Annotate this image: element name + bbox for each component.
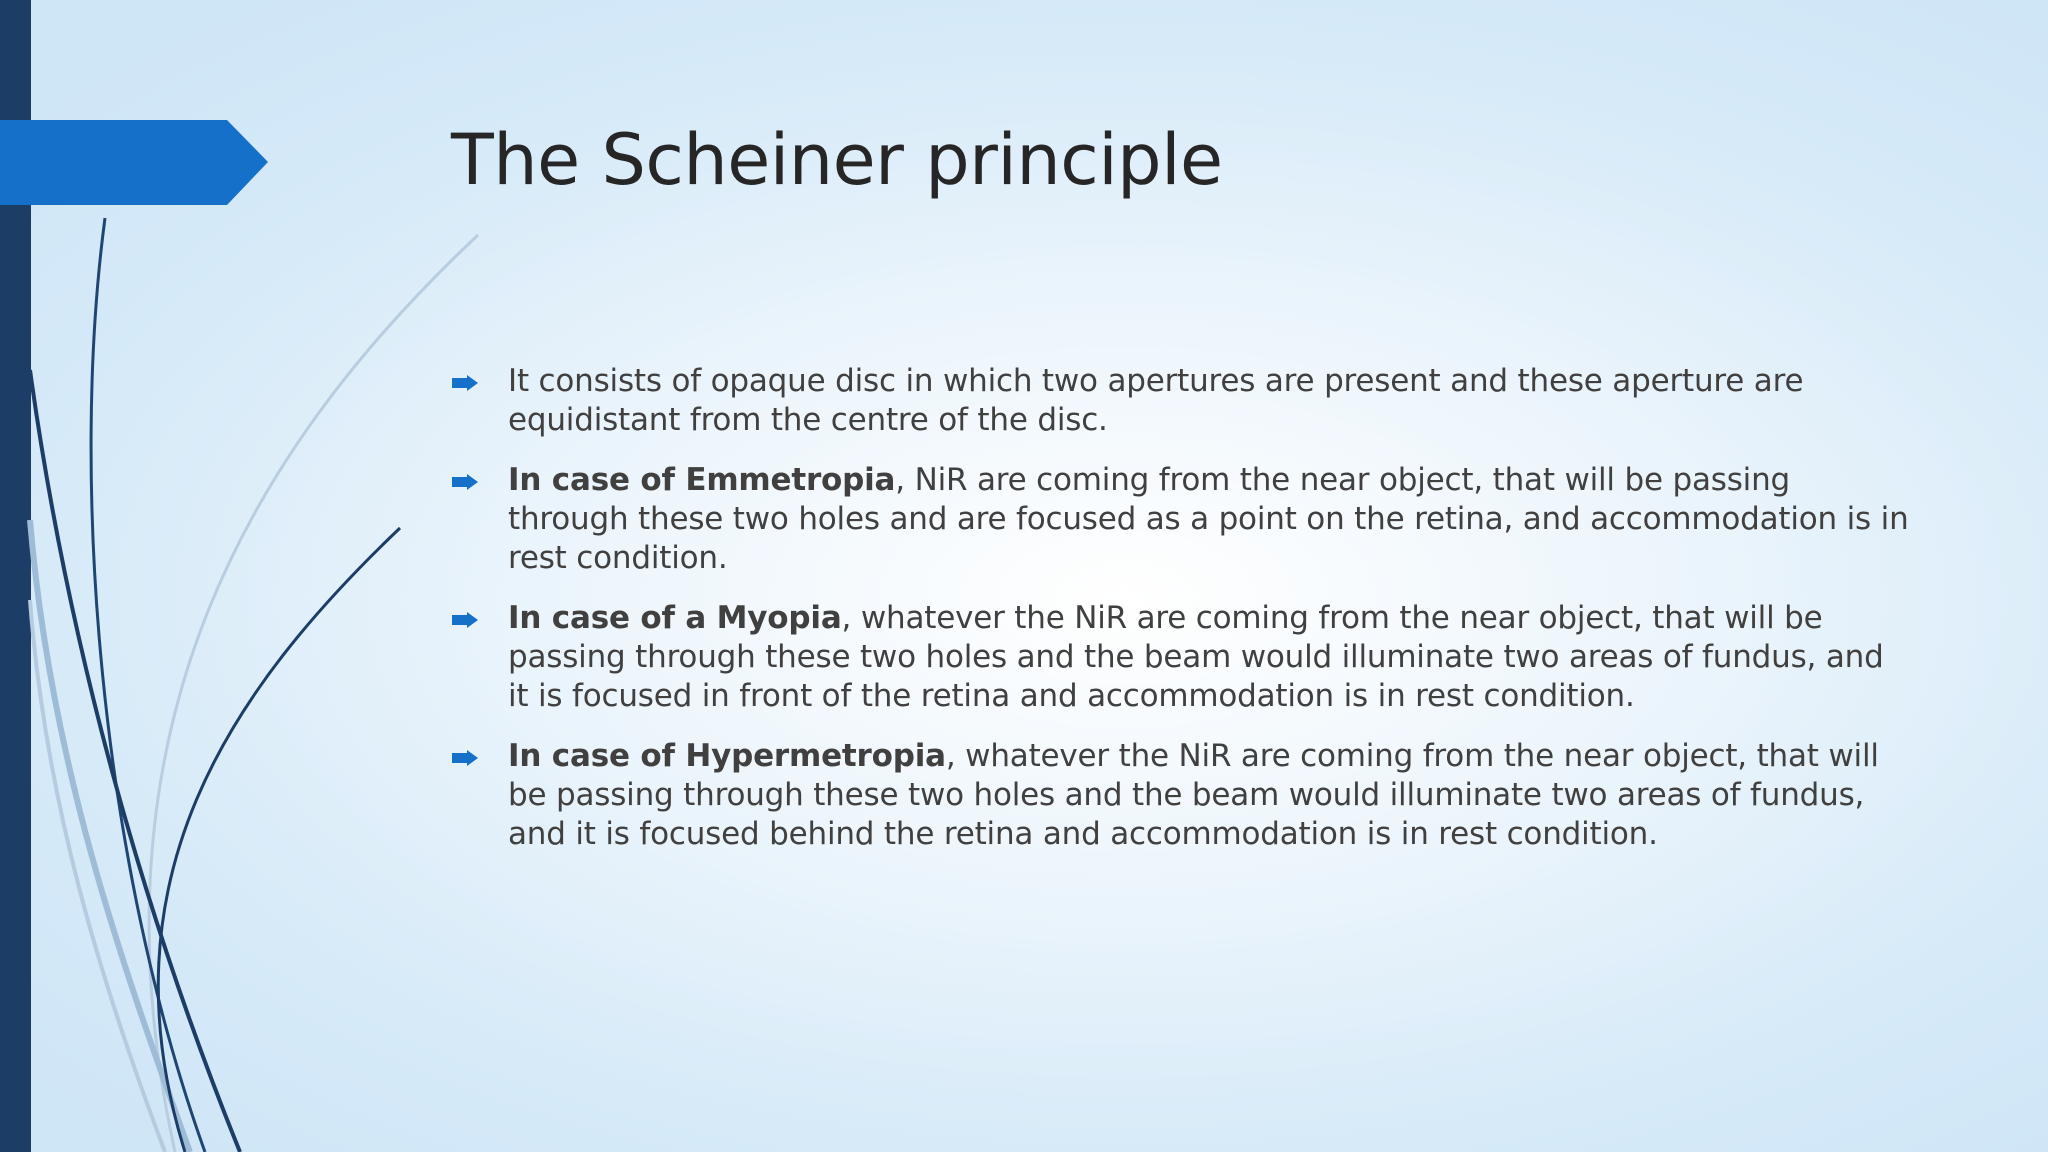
bullet-item bbox=[450, 737, 1910, 854]
arrow-right-icon bbox=[452, 750, 478, 766]
bullet-item bbox=[450, 599, 1910, 716]
bullet-item bbox=[450, 362, 1910, 440]
slide-title: The Scheiner principle bbox=[451, 119, 1223, 201]
bullet-list bbox=[450, 362, 1910, 875]
bullet-bold-text: In case of Hypermetropia bbox=[508, 738, 946, 774]
bullet-text: , whatever the NiR are coming from the near object, that will be passing through these two holes and the beam would illuminate two areas of fundus, and it is focused behind the retina and accommodation is in rest condition. bbox=[508, 738, 1879, 852]
bullet-item bbox=[450, 461, 1910, 578]
bullet-text: , whatever the NiR are coming from the near object, that will be passing through these two holes and the beam would illuminate two areas of fundus, and it is focused in front of the retina and accommodation is in rest condition. bbox=[508, 600, 1884, 714]
bullet-text: , NiR are coming from the near object, that will be passing through these two holes and are focused as a point on the retina, and accommodation is in rest condition. bbox=[508, 462, 1909, 576]
bullet-bold-text: In case of a Myopia bbox=[508, 600, 842, 636]
bullet-text: It consists of opaque disc in which two apertures are present and these aperture are equidistant from the centre of the disc. bbox=[508, 363, 1804, 438]
title-pointer-shape bbox=[0, 120, 268, 205]
bullet-bold-text: In case of Emmetropia bbox=[508, 462, 896, 498]
arrow-right-icon bbox=[452, 474, 478, 490]
arrow-right-icon bbox=[452, 612, 478, 628]
arrow-right-icon bbox=[452, 375, 478, 391]
